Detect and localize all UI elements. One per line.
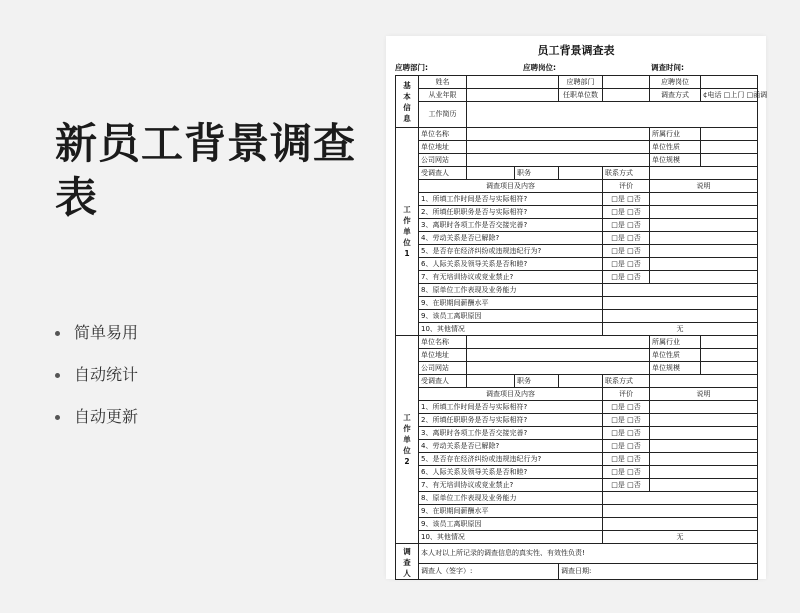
bullet-dot-icon [55, 373, 60, 378]
question-row: 10、其他情况 无 [396, 323, 758, 336]
question-row: 4、劳动关系是否已解除? □是 □否 [396, 440, 758, 453]
section-work1-label: 工 作 单 位 1 [396, 128, 419, 336]
statement-text: 本人对以上所记录的调查信息的真实性、有效性负责! [419, 544, 758, 564]
question-row: 9、在职期间薪酬水平 [396, 505, 758, 518]
dept-value [603, 76, 650, 89]
feature-item: 自动更新 [55, 396, 138, 438]
question-row: 7、有无培训协议或竞业禁止? □是 □否 [396, 479, 758, 492]
hero-title: 新员工背景调查表 [55, 119, 357, 222]
feature-item: 自动统计 [55, 354, 138, 396]
section-basic-label: 基 本 信 息 [396, 76, 419, 128]
survey-table: 基 本 信 息 姓名 应聘部门 应聘岗位 从业年限 任职单位数 调查方式 ¢电话 □上门 □函调 工作简历 工 作 单 位 1 单位名称 所属行业 单位地址 单位性质 公司网站 单位规模 受调查人 职务 联系方式 调查项目及内容 评价 说明 1、所填工作时间是否与实际相符? □是 □否 2、所填任职职务是否与实际相符? □是 □否 3、离职时各项工作是否交接完善? □是 □否 4、劳动关系是否已解除? □是 □否 5、是否存在经济纠纷或违规违纪行为? □是 □否 6、人际关系及领导关系是否和睦? □是 □否 7、有无培训协议或竞业禁止? □是 □否 8、原单位工作表现及业务能力 9、在职期间薪酬水平 9、该员工离职原因 10、其他情况 无 工 作 单 位 2 单位名称 所属行业 单位地址 单位性质 公司网站 单位规模 受调查人 职务 联系方式 调查项目及内容 评价 说明 1、所填工作时间是否与实际相符? □是 □否 2、所填任职职务是否与实际相符? □是 □否 3、离职时各项工作是否交接完善? □是 □否 4、劳动关系是否已解除? □是 □否 5、是否存在经济纠纷或违规违纪行为? □是 □否 6、人际关系及领导关系是否和睦? □是 □否 7、有无培训协议或竞业禁止? □是 □否 8、原单位工作表现及业务能力 9、在职期间薪酬水平 9、该员工离职原因 10、其他情况 无 调 查 人 本人对以上所记录的调查信息的真实性、有效性负责! 调查人（签字）: 调查日期: [395, 75, 758, 580]
question-row: 10、其他情况 无 [396, 531, 758, 544]
document-title: 员工背景调查表 [537, 44, 615, 57]
name-value [467, 76, 559, 89]
question-row: 3、离职时各项工作是否交接完善? □是 □否 [396, 219, 758, 232]
question-row: 8、原单位工作表现及业务能力 [396, 492, 758, 505]
position-value [701, 76, 758, 89]
question-row: 5、是否存在经济纠纷或违规违纪行为? □是 □否 [396, 245, 758, 258]
question-row: 7、有无培训协议或竞业禁止? □是 □否 [396, 271, 758, 284]
question-row: 6、人际关系及领导关系是否和睦? □是 □否 [396, 466, 758, 479]
feature-list [55, 312, 138, 438]
question-row: 4、劳动关系是否已解除? □是 □否 [396, 232, 758, 245]
method-options: ¢电话 □上门 □函调 [701, 89, 758, 102]
section-work2-label: 工 作 单 位 2 [396, 336, 419, 544]
section-surveyor-label: 调 查 人 [396, 544, 419, 580]
bullet-dot-icon [55, 331, 60, 336]
question-row: 1、所填工作时间是否与实际相符? □是 □否 [396, 401, 758, 414]
survey-date-label: 调查日期: [559, 563, 758, 579]
signer-label: 调查人（签字）: [419, 563, 559, 579]
question-row: 3、离职时各项工作是否交接完善? □是 □否 [396, 427, 758, 440]
feature-item: 简单易用 [55, 312, 138, 354]
question-row: 5、是否存在经济纠纷或违规违纪行为? □是 □否 [396, 453, 758, 466]
meta-row [395, 61, 757, 75]
meta-time: 调查时间: [651, 63, 684, 72]
meta-position: 应聘岗位: [523, 63, 556, 72]
unit-count-value [603, 89, 650, 102]
question-row: 9、在职期间薪酬水平 [396, 297, 758, 310]
question-row: 6、人际关系及领导关系是否和睦? □是 □否 [396, 258, 758, 271]
question-row: 9、该员工离职原因 [396, 518, 758, 531]
bullet-dot-icon [55, 415, 60, 420]
question-row: 2、所填任职职务是否与实际相符? □是 □否 [396, 206, 758, 219]
question-row: 1、所填工作时间是否与实际相符? □是 □否 [396, 193, 758, 206]
history-value [467, 102, 758, 128]
form-sheet-preview [386, 36, 766, 579]
question-row: 2、所填任职职务是否与实际相符? □是 □否 [396, 414, 758, 427]
years-value [467, 89, 559, 102]
question-row: 8、原单位工作表现及业务能力 [396, 284, 758, 297]
meta-dept: 应聘部门: [395, 63, 428, 72]
question-row: 9、该员工离职原因 [396, 310, 758, 323]
